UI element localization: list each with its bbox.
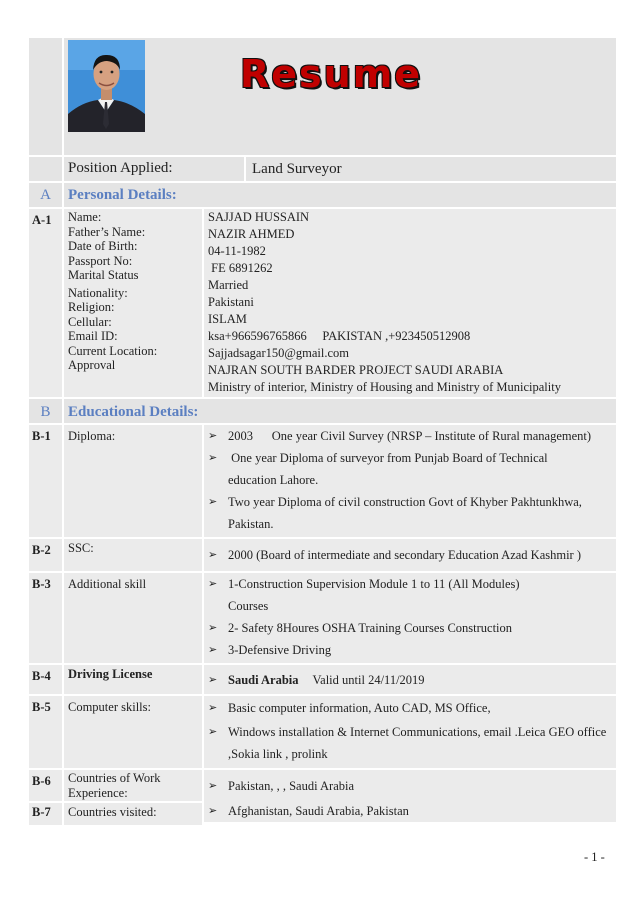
b4-code: B-4	[32, 669, 51, 683]
b1-item-3: ➢ Two year Diploma of civil construction Govt of Khyber Pakhtunkhwa,	[204, 491, 616, 513]
b5-item-1: ➢ Basic computer information, Auto CAD, MS Office,	[204, 697, 616, 719]
value-date-of-birth: 04-11-1982	[208, 244, 266, 258]
b4-content-cell	[204, 665, 616, 694]
b3-label-cell	[64, 573, 202, 663]
b1-code-cell	[29, 425, 62, 537]
b3-code-cell	[29, 573, 62, 663]
b4-country: Saudi Arabia	[228, 673, 299, 687]
value-name: SAJJAD HUSSAIN	[208, 210, 310, 224]
b6-code: B-6	[32, 774, 51, 788]
b7-code-cell	[29, 803, 62, 825]
b5-label-cell	[64, 696, 202, 768]
value-fathers-name: NAZIR AHMED	[208, 227, 295, 241]
b6-item-1: ➢ Pakistan, , , Saudi Arabia	[204, 775, 616, 797]
personal-labels-cell	[64, 209, 202, 397]
label-fathers-name: Father’s Name:	[68, 224, 146, 239]
section-a-letter-cell	[29, 183, 62, 207]
b4-item-1	[204, 669, 616, 691]
page-number: - 1 -	[584, 850, 605, 864]
b6-label-line2: Experience:	[68, 785, 128, 800]
label-email: Email ID:	[68, 329, 118, 343]
personal-code-cell	[29, 209, 62, 397]
b4-validity: Valid until 24/11/2019	[312, 673, 425, 687]
b5-item-2: ➢ Windows installation & Internet Communications, email .Leica GEO office	[204, 721, 616, 743]
b7-label: Countries visited:	[68, 805, 157, 819]
b1-item-2: ➢ One year Diploma of surveyor from Punjab Board of Technical	[204, 447, 616, 469]
b1-item-2-cont: education Lahore.	[228, 473, 319, 487]
label-current-location: Current Location:	[68, 343, 158, 358]
position-value: Land Surveyor	[246, 157, 616, 181]
arrow-bullet-icon: ➢	[208, 430, 218, 442]
label-name: Name:	[68, 210, 102, 224]
arrow-bullet-icon: ➢	[208, 496, 218, 508]
b1-item-3-cont: Pakistan.	[228, 517, 274, 531]
label-religion: Religion:	[68, 300, 115, 314]
b4-label-cell	[64, 665, 202, 694]
b4-label: Driving License	[68, 667, 153, 681]
label-passport: Passport No:	[68, 253, 133, 268]
b3-item-1: ➢ 1-Construction Supervision Module 1 to 11 (All Modules)	[204, 573, 616, 595]
arrow-bullet-icon: ➢	[208, 674, 218, 686]
b5-code: B-5	[32, 700, 51, 714]
personal-code: A-1	[32, 213, 52, 227]
b3-label: Additional skill	[68, 577, 147, 591]
section-a-title-cell	[64, 183, 616, 207]
b6-label-cell	[64, 770, 202, 801]
position-label: Position Applied:	[64, 157, 244, 181]
b1-content-cell	[204, 425, 616, 537]
arrow-bullet-icon: ➢	[208, 452, 218, 464]
position-code-cell	[29, 157, 62, 181]
b5-label: Computer skills:	[68, 700, 151, 714]
b5-content-cell	[204, 696, 616, 768]
b2-label-cell	[64, 539, 202, 571]
b1-item-1: ➢ 2003 One year Civil Survey (NRSP – Institute of Rural management)	[204, 425, 616, 447]
b2-code-cell	[29, 539, 62, 571]
b4-code-cell	[29, 665, 62, 694]
b1-label: Diploma:	[68, 429, 116, 443]
section-b-letter: B	[40, 404, 51, 420]
label-marital-status: Marital Status	[68, 268, 139, 282]
value-passport: FE 6891262	[208, 261, 273, 275]
value-email: Sajjadsagar150@gmail.com	[208, 346, 349, 360]
label-cellular: Cellular:	[68, 314, 112, 329]
b6-label-line1: Countries of Work	[68, 771, 161, 785]
b1-code: B-1	[32, 429, 51, 443]
arrow-bullet-icon: ➢	[208, 726, 218, 738]
resume-title: Resume	[240, 52, 423, 96]
b5-code-cell	[29, 696, 62, 768]
b5-item-2-cont: ,Sokia link , prolink	[228, 747, 328, 761]
section-b-title-cell	[64, 399, 616, 423]
arrow-bullet-icon: ➢	[208, 578, 218, 590]
b7-code: B-7	[32, 805, 51, 819]
arrow-bullet-icon: ➢	[208, 622, 218, 634]
b3-content-cell	[204, 573, 616, 663]
b6-content-cell	[204, 770, 616, 801]
b2-label: SSC:	[68, 541, 94, 555]
section-a-title: Personal Details:	[68, 187, 177, 203]
header-left-cell	[29, 38, 62, 155]
label-date-of-birth: Date of Birth:	[68, 239, 138, 253]
b2-code: B-2	[32, 543, 51, 557]
value-cellular: ksa+966596765866 PAKISTAN ,+923450512908	[208, 329, 471, 343]
b3-item-1-cont: Courses	[228, 599, 269, 613]
arrow-bullet-icon: ➢	[208, 644, 218, 656]
b2-item-1: ➢ 2000 (Board of intermediate and secondary Education Azad Kashmir )	[204, 544, 616, 566]
value-approval: Ministry of interior, Ministry of Housing and Ministry of Municipality	[208, 380, 561, 394]
value-current-location: NAJRAN SOUTH BARDER PROJECT SAUDI ARABIA	[208, 363, 504, 377]
b1-label-cell	[64, 425, 202, 537]
arrow-bullet-icon: ➢	[208, 702, 218, 714]
arrow-bullet-icon: ➢	[208, 780, 218, 792]
profile-photo	[68, 40, 145, 132]
arrow-bullet-icon: ➢	[208, 549, 218, 561]
b3-code: B-3	[32, 577, 51, 591]
value-nationality: Pakistani	[208, 295, 254, 309]
b7-content-cell	[204, 800, 616, 822]
b2-content-cell	[204, 539, 616, 571]
b7-item-1: ➢ Afghanistan, Saudi Arabia, Pakistan	[204, 800, 616, 822]
section-a-letter: A	[40, 187, 51, 203]
b7-label-cell	[64, 803, 202, 825]
b3-item-2: ➢ 2- Safety 8Houres OSHA Training Courses Construction	[204, 617, 616, 639]
b3-item-3: ➢ 3-Defensive Driving	[204, 639, 616, 661]
value-religion: ISLAM	[208, 312, 247, 326]
label-nationality: Nationality:	[68, 285, 128, 300]
section-b-title: Educational Details:	[68, 404, 199, 420]
section-b-letter-cell	[29, 399, 62, 423]
personal-values-cell	[204, 209, 616, 397]
b6-code-cell	[29, 770, 62, 801]
arrow-bullet-icon: ➢	[208, 805, 218, 817]
label-approval: Approval	[68, 358, 116, 372]
value-marital-status: Married	[208, 278, 249, 292]
